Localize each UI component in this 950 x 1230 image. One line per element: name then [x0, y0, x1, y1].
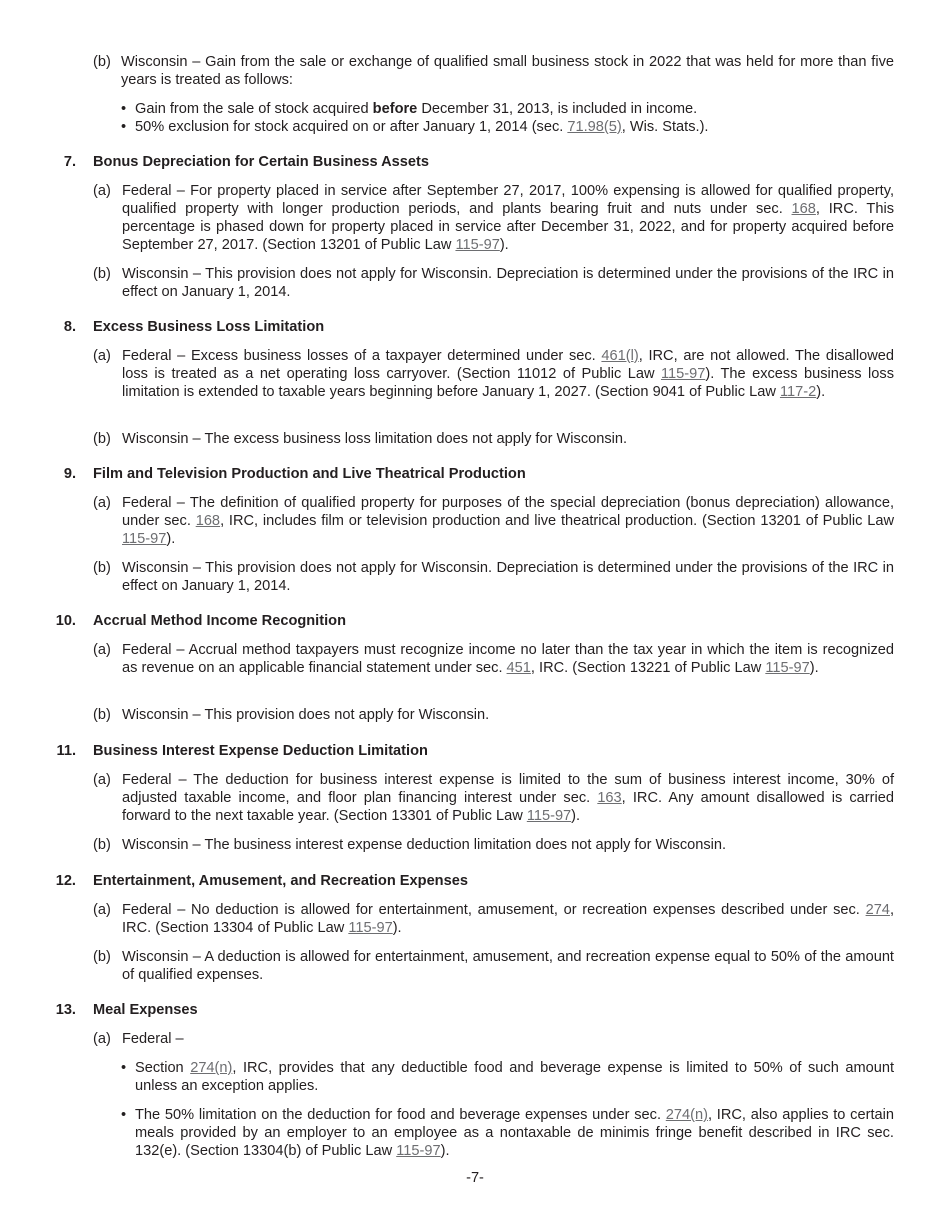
- item-label: (b): [93, 949, 111, 965]
- s9-wisconsin-paragraph: Wisconsin – This provision does not apply for Wisconsin. Depreciation is determined under the provisions of the IRC in effect on January 1, 2014.: [122, 560, 894, 594]
- s12-wisconsin-paragraph: Wisconsin – A deduction is allowed for entertainment, amusement, and recreation expense equal to 50% of the amount of qualified expenses.: [122, 949, 894, 983]
- item-label: (a): [93, 642, 111, 658]
- bullet-icon: •: [121, 1107, 127, 1123]
- item-label: (a): [93, 1031, 111, 1047]
- section-number: 8.: [63, 319, 76, 335]
- item-label: (b): [93, 560, 111, 576]
- item-label: (b): [93, 266, 111, 282]
- irc-link[interactable]: 451: [506, 660, 531, 676]
- statute-link[interactable]: 71.98(5): [567, 119, 622, 135]
- s13-bullet-2: The 50% limitation on the deduction for food and beverage expenses under sec. 274(n), IRC, also applies to certain meals provided by an employer to an employee as a nontaxable de minimis fringe benefit described in IRC sec. 132(e). (Section 13304(b) of Public Law 115-97).: [135, 1107, 894, 1159]
- public-law-link[interactable]: 115-97: [765, 660, 810, 676]
- section-heading: Excess Business Loss Limitation: [93, 319, 325, 335]
- s13-federal-label: Federal –: [122, 1031, 184, 1047]
- s11-wisconsin-paragraph: Wisconsin – The business interest expense deduction limitation does not apply for Wisconsin.: [122, 837, 727, 853]
- bullet-icon: •: [121, 1060, 127, 1076]
- irc-link[interactable]: 274(n): [665, 1107, 708, 1123]
- irc-link[interactable]: 163: [597, 790, 622, 806]
- section-heading: Meal Expenses: [93, 1002, 198, 1018]
- s10-federal-paragraph: Federal – Accrual method taxpayers must recognize income no later than the tax year in which the item is recognized as revenue on an applicable financial statement under sec. 451, IRC. (Section 13221 of Public Law 115-97).: [122, 642, 894, 676]
- page-number: -7-: [466, 1170, 484, 1186]
- s10-wisconsin-paragraph: Wisconsin – This provision does not apply for Wisconsin.: [122, 707, 490, 723]
- section-heading: Film and Television Production and Live Theatrical Production: [93, 466, 526, 482]
- item-label: (a): [93, 495, 111, 511]
- item-label: (a): [93, 902, 111, 918]
- bullet-icon: •: [121, 101, 127, 117]
- section-heading: Bonus Depreciation for Certain Business Assets: [93, 154, 430, 170]
- section-heading: Entertainment, Amusement, and Recreation Expenses: [93, 873, 468, 889]
- s7-wisconsin-paragraph: Wisconsin – This provision does not apply for Wisconsin. Depreciation is determined under the provisions of the IRC in effect on January 1, 2014.: [122, 266, 894, 300]
- item-label: (b): [93, 837, 111, 853]
- item-label: (a): [93, 348, 111, 364]
- section-number: 12.: [55, 873, 76, 889]
- public-law-link[interactable]: 115-97: [396, 1143, 441, 1159]
- s8-wisconsin-paragraph: Wisconsin – The excess business loss limitation does not apply for Wisconsin.: [122, 431, 628, 447]
- irc-link[interactable]: 168: [791, 201, 816, 217]
- public-law-link[interactable]: 115-97: [348, 920, 393, 936]
- bullet-icon: •: [121, 119, 127, 135]
- intro-bullet-1: Gain from the sale of stock acquired before December 31, 2013, is included in income.: [135, 101, 698, 117]
- public-law-link[interactable]: 117-2: [779, 384, 817, 400]
- section-number: 10.: [55, 613, 76, 629]
- irc-link[interactable]: 274(n): [190, 1060, 233, 1076]
- s12-federal-paragraph: Federal – No deduction is allowed for entertainment, amusement, or recreation expenses described under sec. 274, IRC. (Section 13304 of Public Law 115-97).: [122, 902, 894, 936]
- item-label: (a): [93, 183, 111, 199]
- s7-federal-paragraph: Federal – For property placed in service after September 27, 2017, 100% expensing is allowed for qualified property, qualified property with longer production periods, and plants bearing fruit and nuts under sec. 168, IRC. This percentage is phased down for property placed in service after December 31, 2022, and for property acquired before September 27, 2017. (Section 13201 of Public Law 115-97).: [122, 183, 894, 253]
- s8-federal-paragraph: Federal – Excess business losses of a taxpayer determined under sec. 461(l), IRC, are not allowed. The disallowed loss is treated as a net operating loss carryover. (Section 11012 of Public Law 115-97). The excess business loss limitation is extended to taxable years beginning before January 1, 2027. (Section 9041 of Public Law 117-2).: [122, 348, 894, 400]
- item-label: (b): [93, 54, 111, 70]
- section-number: 9.: [63, 466, 76, 482]
- section-number: 7.: [63, 154, 76, 170]
- intro-bullet-2: 50% exclusion for stock acquired on or after January 1, 2014 (sec. 71.98(5), Wis. Stats.).: [135, 119, 709, 135]
- item-label: (b): [93, 707, 111, 723]
- irc-link[interactable]: 168: [195, 513, 221, 529]
- section-heading: Business Interest Expense Deduction Limitation: [93, 743, 428, 759]
- irc-link[interactable]: 461(l): [601, 348, 639, 364]
- section-number: 11.: [56, 743, 76, 759]
- public-law-link[interactable]: 115-97: [526, 808, 572, 824]
- s9-federal-paragraph: Federal – The definition of qualified property for purposes of the special depreciation (bonus depreciation) allowance, under sec. 168, IRC, includes film or television production and live theatrical production. (Section 13201 of Public Law 115-97).: [122, 495, 895, 547]
- item-label: (a): [93, 772, 111, 788]
- section-number: 13.: [55, 1002, 76, 1018]
- section-heading: Accrual Method Income Recognition: [93, 613, 346, 629]
- public-law-link[interactable]: 115-97: [660, 366, 706, 382]
- public-law-link[interactable]: 115-97: [455, 237, 500, 253]
- item-label: (b): [93, 431, 111, 447]
- s13-bullet-1: Section 274(n), IRC, provides that any deductible food and beverage expense is limited to 50% of such amount unless an exception applies.: [135, 1060, 895, 1094]
- intro-b-paragraph: Wisconsin – Gain from the sale or exchange of qualified small business stock in 2022 that was held for more than five years is treated as follows:: [121, 54, 894, 88]
- s11-federal-paragraph: Federal – The deduction for business interest expense is limited to the sum of business interest income, 30% of adjusted taxable income, and floor plan financing interest under sec. 163, IRC. Any amount disallowed is carried forward to the next taxable year. (Section 13301 of Public Law 115-97).: [122, 772, 894, 824]
- public-law-link[interactable]: 115-97: [122, 531, 167, 547]
- irc-link[interactable]: 274: [865, 902, 890, 918]
